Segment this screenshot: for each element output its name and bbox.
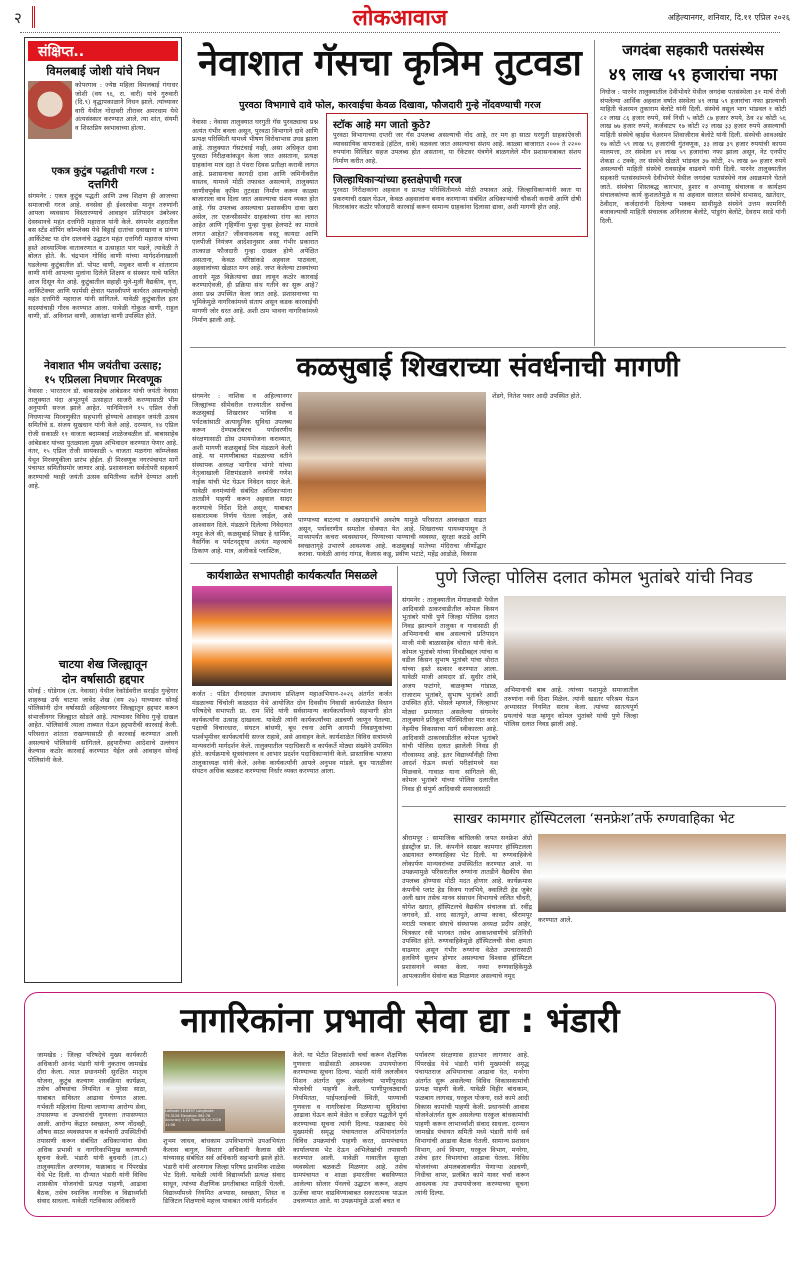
section-rule bbox=[190, 563, 786, 564]
sidebar-headline-line2: दत्तगिरी bbox=[88, 178, 118, 191]
bottom-body-col6 bbox=[655, 1051, 765, 1209]
bottom-photo bbox=[163, 1051, 285, 1133]
lead-body-col2 bbox=[326, 242, 452, 340]
page-number: २ bbox=[14, 9, 22, 27]
pune-body-col3 bbox=[646, 686, 786, 800]
kalsubai-caption: पाण्याच्या बाटल्या व अन्नपदार्थांचे अवशेष यामुळे परिसरात अस्वच्छता वाढत असून, पर्यावरणीय समतोल धोक्यात येत आहे. शिखराच्या पायथ्यापासून ते माथ्यापर्यंत कचरा व्यवस्थापन, पिण्याच्या पाण्याची व्यवस्था, सुरक्षा कठडे आणि स्वच्छतागृहे उभारणे आवश्यक आहे. कळसुबाई मातेच्या मंदिराचा जीर्णोद्धार करावा. यावेळी आनंद गांगड, कैलास कडू, प्रवीण भटाटे, महेंद्र आडोळे, विकास bbox=[298, 516, 486, 559]
lead-box-title: जिल्हाधिकाऱ्यांच्या हस्तक्षेपाची गरज bbox=[333, 175, 462, 186]
sidebar-headline-line2: दोन वर्षासाठी हद्दपार bbox=[61, 673, 145, 686]
photo-geotag: Latitude 18.6497 Longitude 75.3126 Elevation 562.78 Accuracy 1.72 Time 08-04-2026 11:06 bbox=[165, 1109, 225, 1131]
pune-photo bbox=[504, 596, 786, 680]
ambulance-headline: साखर कामगार हॉस्पिटलला ‘सनफ्रेश’तर्फे रुग्णवाहिका भेट bbox=[453, 811, 735, 827]
section-rule bbox=[402, 806, 786, 807]
lead-box-body: पुरवठा निरीक्षकांना अहवाल व प्रत्यक्ष परिस्थितीमध्ये मोठी तफावत आहे. जिल्हाधिकाऱ्यांनी स्वतः या प्रकरणाची दखल घेऊन, केवळ अहवालांना बनाव करणाऱ्या संबंधित अधिकाऱ्यांची चौकशी करावी आणि दोषी वितरकांवर कठोर फौजदारी कारवाई करून सामान्य ग्राहकांना दिलासा द्यावा, अशी मागणी होत आहे. bbox=[333, 186, 581, 212]
dateline: अहिल्यानगर, शनिवार, दि.११ एप्रिल २०२६ bbox=[667, 13, 790, 22]
sidebar-body: सोनई : घोडेगाव (ता. नेवासा) येथील रेकॉर्डवरील सराईत गुन्हेगार शाहरुख उर्फ चाटया जावेद शेख (वय २७) याच्यावर सोनई पोलिसांनी दोन वर्षासाठी अहिल्यानगर जिल्ह्यातून हद्दपार करून संभाजीनगर जिल्ह्यात सोडले आहे. त्याच्यावर विविध गुन्हे दाखल आहेत. पोलिसांनी त्याला ताब्यात घेऊन हद्दपारीची कारवाई केली. परिसरात शांतता राखण्यासाठी ही कारवाई करण्यात आली असल्याचे पोलिसांनी सांगितले. हद्दपारीच्या आदेशाचे उल्लंघन केल्यास कठोर कारवाई करण्यात येईल असे आवाहन सोनई पोलिसांनी केले. bbox=[28, 687, 178, 764]
newspaper-title: लोकआवाज bbox=[352, 6, 448, 31]
bottom-body-col1: जामखेड : जिल्हा परिषदेचे मुख्य कार्यकारी अधिकारी आनंद भंडारी यांनी नुकताच जामखेड दौरा केला. त्यात प्रधानमंत्री सुरक्षित मातृत्व योजना, कुटुंब कल्याण शस्त्रक्रिया कार्यक्रम, तसेच औषधांचा नियमित व पुरेसा साठा, याबाबत सविस्तर आढावा घेण्यात आला. गर्भवती महिलांना दिल्या जाणाऱ्या आरोग्य सेवा, तपासण्या व उपचारांची गुणवत्ता तपासण्यात आली. आरोग्य केंद्रात स्वच्छता, रुग्ण नोंदवही, औषध साठा व्यवस्थापन व कर्मचारी उपस्थितीची तपासणी करून संबंधित अधिकाऱ्यांना सेवा अधिक प्रभावी व नागरिकाभिमुख करण्याची सूचना केली. भंडारी यांनी बुधवारी (ता.८) तालुक्यातील अरणगाव, फक्राबाद व पिंपरखेड येथे भेट दिली. या दौऱ्यात भंडारी यांनी विविध शासकीय योजनांची प्रत्यक्ष पाहणी, आढावा बैठक, तसेच स्थानिक नागरिक व विद्यार्थ्यांशी संवाद साधला. यावेळी गटविकास अधिकारी bbox=[37, 1051, 147, 1206]
lead-body-col3 bbox=[460, 242, 588, 340]
lead-subheadline: पुरवठा विभागाचे दावे फोल, कारवाईचा केवळ दिखावा, फौजदारी गुन्हे नोंदवण्याची गरज bbox=[239, 100, 541, 111]
bottom-body-col4: पर्यावरण संरक्षणास हातभार लागणार आहे. पिंपरखेड येथे भंडारी यांनी मुख्यमंत्री समृद्ध पंचायतराज अभियानाचा आढावा घेत, मनरेगा अंतर्गत सुरू असलेल्या विविध विकासकामांची प्रत्यक्ष पाहणी केली. यावेळी विहीर बांधकाम, फळबाग लागवड, घरकुल योजना, रस्ते कामे आदी विकास कामांची पाहणी केली. प्रधानमंत्री आवास योजनेअंतर्गत सुरू असलेल्या घरकुल बांधकामांची पाहणी करून लाभार्थ्यांशी संवाद साधला. दरम्यान जामखेड पंचायत समिती मध्ये भंडारी यांनी सर्व विभागांची आढावा बैठक घेतली. सामान्य प्रशासन विभाग, अर्थ विभाग, घरकुल विभाग, मनरेगा, तसेच इतर विभागांचा आढावा घेतला. विविध योजनांच्या अंमलबजावणीत येणाऱ्या अडचणी, निधीचा वापर, प्रलंबित कामे यावर चर्चा करून आवश्यक त्या उपाययोजना करण्याच्या सूचना त्यांनी दिल्या. bbox=[415, 1051, 529, 1197]
right-headline-line2: ४९ लाख ५९ हजारांचा नफा bbox=[608, 65, 778, 85]
kalsubai-photo bbox=[298, 392, 486, 512]
pune-body-col1: संगमनेर : तालुक्यातील मेंगाळवाडी येथील आदिवासी ठाकरवाडीतील कोमल किसन भुतांबरे यांची पुणे जिल्हा पोलिस दलात निवड झाल्याने तालुका व गावासाठी ही अभिमानाची बाब असल्याचे प्रतिपादन माजी मंत्री बाळासाहेब थोरात यांनी केले. कोमल भुतांबरे यांच्या निवडीबद्दल त्यांचा व वडील किसन सुभाष भुतांबरे यांचा थोरात यांच्या हस्ते सत्कार करण्यात आला. यावेळी माजी आमदार डॉ. सुधीर तांबे, अजय फटांगरे, बाळकृष्ण गांडाळ, राजाराम भुतांबरे, सुभाष भुतांबरे आदी उपस्थित होते. भोसले म्हणाले, जिल्हाभर मोठ्या प्रमाणात असलेल्या संगमनेर तालुक्याने प्रतिकूल परिस्थितीवर मात करत नेहमीच विकासाचा मार्ग स्वीकारला आहे. आदिवासी ठाकरवाडीतील कोमल भुतांबरे यांची पोलिस दलात झालेली निवड ही गौरवास्पद आहे. इतर विद्यार्थ्यांनीही तिचा आदर्श घेऊन स्पर्धा परीक्षांमध्ये यश मिळवावे. गावाळ याना सांगितले की, कोमल भुतांबरे यांच्या पोलिस दलातील निवड ही संपूर्ण आदिवासी समाजासाठी bbox=[402, 596, 498, 794]
right-body: निघोज : पारनेर तालुक्यातील देवीभोयरे येथील जगदंबा पतसंस्थेला ३१ मार्च रोजी संपलेल्या आर्थिक अहवाल वर्षात संस्थेला ४९ लाख ५९ हजारांचा नफा झाल्याची माहिती चेअरमन तुकाराम बेलोटे यांनी दिली. संस्थेचे वसूल भाग भांडवल १ कोटी ८२ लाख ८६ हजार रुपये, सर्व निधी ५ कोटी ८७ हजार रुपये, ठेव २४ कोटी ५६ लाख ७७ हजार रुपये, कर्जवाटप १७ कोटी २३ लाख ३३ हजार रुपये असल्याची माहिती संस्थेचे व्हाईस चेअरमन शिवाजीराव बेलोटे यांनी दिली. संस्थेची आवअखेर १७ कोटी ५९ लाख ९६ हजारांची गुंतवणूक, ३३ लाख ३९ हजार रुपयांची कायम मालमत्ता, तर संस्थेला ४९ लाख ५९ हजारांचा नफा झाला असून, नेट एनपीए शेकडा ८ टक्के, तर संस्थेचे खेळते भांडवल ३७ कोटी, २५ लाख ७० हजार रुपये असल्याची माहिती संस्थेचे रावसाहेब वाढवणे यांनी दिली. पारनेर तालुक्यातील सहकारी पतसंस्थांमध्ये देवीभोयरे येथील जगदंबा पतसंस्थेचे नाव अग्रक्रमाने घेतले जाते. संस्थेचा शिस्तबद्ध कारभार, हुशार व अभ्यासू संचालक व कार्यक्षम संचालकांच्या कार्य कुशलतेमुळे व या अहवाल सालात संस्थेचे सभासद, खातेदार, ठेवीदार, कर्जदारांनी दिलेल्या भक्कम साथीमुळे संस्थेने उत्तम कामगिरी बजावल्याची माहिती संचालक अनिलराव बेलोटे, पांडुरंग बेलोटे, देवराम सरडे यांनी दिली. bbox=[600, 88, 786, 225]
kalsubai-body-col1: संगमनेर : नाशिक व अहिल्यानगर जिल्ह्यांच्या सीमेवरील राज्यातील सर्वोच्च कळसुबाई शिखरावर भाविक व पर्यटकांसाठी अत्याधुनिक सुविधा उपलब्ध करून देण्याबरोबरच पर्यावरणीय संरक्षणासाठी ठोस उपाययोजना कराव्यात, अशी मागणी कळसुबाई मित्र मंडळाने केली आहे. या मागणीबाबत मंडळाच्या वतीने संस्थापक अध्यक्ष भागीरथ भांगरे यांच्या नेतृत्वाखाली शिष्टमंडळाने वनमंत्री गणेश नाईक यांची भेट घेऊन निवेदन सादर केले. यावेळी वनमंत्र्यांनी संबंधित अधिकाऱ्यांना तातडीने पाहणी करून अहवाल सादर करण्याचे निर्देश दिले असून, याबाबत सकारात्मक निर्णय घेतला जाईल, असे आश्वासन दिले. मंडळाने दिलेल्या निवेदनात नमूद केले की, कळसुबाई शिखर हे धार्मिक, नैसर्गिक व पर्यटनदृष्ट्या अत्यंत महत्त्वाचे ठिकाण आहे. मात्र, अलीकडे प्लास्टिक, bbox=[192, 392, 292, 555]
kalsubai-body-col3: शेंडगे, नितेश पवार आदी उपस्थित होते. bbox=[492, 392, 582, 400]
bottom-story-frame bbox=[24, 992, 776, 1217]
section-rule bbox=[190, 347, 786, 348]
masthead bbox=[0, 0, 800, 32]
right-headline: जगदंबा सहकारी पतसंस्थेस bbox=[622, 43, 764, 59]
column-rule bbox=[594, 40, 595, 346]
lead-box-divider bbox=[333, 168, 581, 169]
lead-box bbox=[326, 113, 588, 237]
workshop-photo bbox=[192, 586, 392, 686]
bottom-body-col2: शुभम जाधव, बांधकाम उपविभागाचे उपअभियंता कैलास बागुल, विस्तार अधिकारी कैलास खैरे यांच्यासह संबंधित सर्व अधिकारी सहभागी झाले होते. भंडारी यांनी अरणगाव जिल्हा परिषद प्राथमिक शाळेस भेट दिली. यावेळी त्यांनी विद्यार्थ्यांशी प्रत्यक्ष संवाद साधून, त्यांच्या शैक्षणिक प्रगतीबाबत माहिती घेतली. विद्यार्थ्यांमध्ये नियमित अभ्यास, स्वच्छता, शिस्त व डिजिटल शिक्षणाचे महत्त्व यावाबत त्यांनी मार्गदर्शन bbox=[163, 1137, 285, 1206]
lead-box-title: स्टॉक आहे मग जातो कुठे? bbox=[333, 120, 431, 131]
sidebar-body: नेवासा : भारतरत्न डॉ. बाबासाहेब आंबेडकर यांची जयंती नेवासा तालुक्यात यंदा अभूतपूर्व उत्साहात साजरी करण्यासाठी भीम अनुयायी सज्ज झाले आहेत. यानिमित्ताने १५ एप्रिल रोजी निघणाऱ्या मिरवणुकीत सहभागी होण्याचे आवाहन जयंती उत्सव समितीचे ड. संजय सुखधान यांनी केले आहे. दरम्यान, १४ एप्रिल रोजी सकाळी ११ वाजता बदामबाई शाळेजवळील डॉ. बाबासाहेब आंबेडकर यांच्या पुतळ्याला मुख्य अभिवादन करण्यात येणार आहे. नंतर, १५ एप्रिल रोजी सायंकाळी ५ वाजता मळगंगा कॉम्प्लेक्स येथून मिरवणुकीला प्रारंभ होईल. ही मिरवणूक नगरपंचायत मार्गे पंचायत समितीसमोर जाणार आहे. प्रशासनाला सर्वतोपरी सहकार्य करण्याची ग्वाही जयंती उत्सव समितीच्या वतीने देण्यात आली आहे. bbox=[28, 387, 178, 490]
ambulance-photo bbox=[538, 834, 786, 912]
lead-body-col1: नेवासा : नेवासा तालुक्यात घरगुती गॅस पुरवठ्याचा प्रश्न अत्यंत गंभीर बनला असून, पुरवठा विभागाने दावे आणि प्रत्यक्ष परिस्थिती यामध्ये भीषण विरोधाभास उघड झाला आहे. तालुक्यात गॅसटंचाई नाही, असा अधिकृत दावा पुरवठा निरीक्षकांकडून केला जात असताना, प्रत्यक्ष ग्राहकांना मात्र दहा ते पंधरा दिवस प्रतीक्षा करावी लागत आहे. प्रशासनाचा कागदी दावा आणि जमिनीवरील वास्तव, यामध्ये मोठी तफावत असल्याने, तालुक्यात जाणीवपूर्वक कृत्रिम तुटवडा निर्माण करून काळ्या बाजाराला वाव दिला जात असल्याचा संशय व्यक्त होत आहे. गॅस उपलब्ध असल्याचा प्रशासकीय दावा खरा असेल, तर एजन्सीसमोर ग्राहकांच्या रांगा का लागत आहेत आणि गृहिणींना पुन्हा पुन्हा हेलपाटे का मारावे लागत आहेत? जीवनावश्यक वस्तू कायदा आणि एलपीजी नियंत्रण आदेशानुसार असा गंभीर प्रकारात तात्काळ फौजदारी गुन्हा दाखल होणे अपेक्षित असताना, केवळ वरिष्ठांकडे अहवाल पाठवला, अहवालांच्या खेळात मग्न आहे. जप्त केलेल्या टाक्यांच्या आधारे मूळ विक्रेत्याचा छडा लावून कठोर कारवाई करण्याऐवजी, ही प्रक्रिया संथ गतीने का सुरू आहे? असा प्रश्न उपस्थित केला जात आहे. प्रशासनाच्या या भूमिकेमुळे नागरिकांमध्ये संताप असून कडक कारवाईची मागणी जोर धरत आहे. अशी ठाम भावना नागरिकांमध्ये निर्माण झाली आहे. bbox=[192, 118, 318, 324]
lead-headline: नेवाशात गॅसचा कृत्रिम तुटवडा bbox=[198, 43, 582, 84]
sidebar-body: संगमनेर : एकत्र कुटुंब पद्धती आणि उच्च शिक्षण ही आजच्या समाजाची गरज आहे. वनसेवा ही ईश्वरसेवा मानून तरुणांनी आपला व्यवसाय विस्तारण्याचे आवाहन प्रतिपादन उंबरेश्वर देवस्थानचे महंत दत्तगिरी महाराज यांनी केले. संगमनेर शहरातील बस स्टँड शॉपिंग कॉम्प्लेक्स येथे बिठ्ठाई दातांचा दवाखाना व प्रांगण आर्किटेक्ट या दोन दालनांचे उद्घाटन महंत दत्तगिरी महाराज यांच्या हस्ते आध्यात्मिक वातावरणात व उत्साहात पार पडले, त्यावेळी ते बोलत होते. कै. चंद्रभान गोविंद वाणी यांच्या मार्गदर्शनाखाली घडलेल्या कुटुंबातील डॉ. पोपट वाणी, मधुकर वाणी व शांताराम वाणी यांनी आपल्या मुलांना दिलेले शिक्षण व संस्कार याचे फलित आज दिसून येत आहे. कुटुंबातील सहाही मुले-मुली वैद्यकीय, वृत्त, आर्किटेक्चर आणि फार्मसी क्षेत्रात यशस्वीपणे कार्यरत असल्याचेही महंत दत्तगिरी महाराज यांनी सांगितले. यावेळी कुटुंबातील इतर सदस्यांचाही गौरव करण्यात आला. यावेळी गोकुळ वाणी, राहुल वाणी, डॉ. अविनाश वाणी, आकांक्षा वाणी उपस्थित होते. bbox=[28, 192, 178, 321]
bottom-body-col3: केले. या भेटीत शिक्षकांशी चर्चा करून शैक्षणिक गुणवत्ता वाढीसाठी आवश्यक उपाययोजना करण्याच्या सूचना दिल्या. भंडारी यांनी जलजीवन मिशन अंतर्गत सुरू असलेल्या पाणीपुरवठा योजनेची पाहणी केली. पाणीपुरवठ्याची नियमितता, पाईपलाईनची स्थिती, पाण्याची गुणवत्ता व नागरिकांना मिळणाऱ्या सुविधांचा आढावा घेऊन कामे वेळेत व दर्जेदार पद्धतीने पूर्ण करण्याच्या सूचना त्यांनी दिल्या. फक्राबाद येथे मुख्यमंत्री समृद्ध पंचायतराज अभियानांतर्गत विविध उपक्रमांची पाहणी करत, ग्रामपंचायत कार्यालयास भेट देऊन अभिलेखांची तपासणी करण्यात आली. यावेळी गावातील सुरक्षा व्यवस्थेला बळकटी मिळणार आहे. तसेच ग्रामपंचायत व शाळा इमारतीवर बसविण्यात आलेल्या सोलार पॅनलचे उद्घाटन करून, अक्षय ऊर्जेचा वापर वाढविण्याबाबत सकारात्मक पाऊल उचलण्यात आले. या उपक्रमांमुळे ऊर्जा बचत व bbox=[293, 1051, 407, 1206]
sidebar-headline: विमलबाई जोशी यांचे निधन bbox=[46, 64, 160, 78]
kalsubai-body-col4 bbox=[594, 392, 688, 560]
sidebar-body: कोपरगाव : ज्येष्ठ महिला विमलबाई गंगाधर जोशी (वय ९६, रा. वारी) यांचे गुरुवारी (दि.९) वृद्धापकाळाने निधन झाले. त्यांच्यावर वारी येथील गोदावरी तीरावर अमरधाम येथे अंत्यसंस्कार करण्यात आले. त्या शांत, संयमी व शिस्तप्रिय स्वभावाच्या होत्या. bbox=[75, 81, 178, 132]
column-rule bbox=[397, 566, 398, 986]
pune-body-col2: अभिमानाची बाब आहे. त्यांच्या यशामुळे समाजातील तरुणांना नवी दिशा मिळेल. त्यांनी खडतर परिश्रम घेऊन अभ्यासात नियमित सराव केला. त्यांच्या सातत्यपूर्ण प्रयत्नांचे फळ म्हणून कोमल भुतांबरे यांची पुणे जिल्हा पोलिस दलात निवड झाली आहे. bbox=[504, 686, 638, 729]
pune-headline: पुणे जिल्हा पोलिस दलात कोमल भुतांबरे यांची निवड bbox=[435, 568, 753, 588]
sidebar-headline-line2: १५ एप्रिलला निघणार मिरवणूक bbox=[44, 374, 162, 386]
workshop-body: कर्जत : पंडित दीनदयाल उपाध्याय प्रशिक्षण महाअभियान-२०२६ अंतर्गत कर्जत मंडळाच्या चिंचोली काळदात येथे आयोजित दोन दिवसीय निवासी कार्यशाळेत विधान परिषदेचे सभापती प्रा. राम शिंदे यांनी सर्वसामान्य कार्यकर्त्यांमध्ये सहभागी होत कार्यकर्त्यांना उत्साह दाखवला. यावेळी त्यांनी कार्यकर्त्यांच्या अडचणी जाणून घेतल्या. पक्षाची विचारधारा, संघटन बांधणी, बूथ रचना आणि आगामी निवडणुकांच्या पार्श्वभूमीवर कार्यकर्त्यांनी सज्ज राहावे, असे आवाहन केले. कार्यशाळेत विविध सत्रांमध्ये मान्यवरांनी मार्गदर्शन केले. तालुक्यातील पदाधिकारी व कार्यकर्ते मोठ्या संख्येने उपस्थित होते. कार्यक्रमाचे सूत्रसंचालन व आभार प्रदर्शन पदाधिकाऱ्यांनी केले. प्रास्ताविक भाजपा तालुकाध्यक्ष यांनी केले. अनेक कार्यकर्त्यांनी आपले अनुभव मांडले. बूथ पातळीवर संघटन अधिक बळकट करण्याचा निर्धार व्यक्त करण्यात आला. bbox=[192, 690, 392, 776]
obituary-photo bbox=[28, 81, 72, 139]
kalsubai-headline: कळसुबाई शिखराच्या संवर्धनाची मागणी bbox=[296, 352, 680, 383]
sidebar-headline: एकत्र कुटुंब पद्धतीची गरज : bbox=[51, 166, 155, 177]
ambulance-body-col3 bbox=[664, 916, 786, 984]
lead-box-body: पुरवठा विभागाच्या दप्तरी जर गॅस उपलब्ध असल्याची नोंद आहे, तर मग हा साठा घरगुती ग्राहकांऐवजी व्यावसायिक वापराकडे (हॉटेल, धाबे) वळवला जात असल्याचा संशय आहे. काळ्या बाजारात २००० ते २२०० रुपयांना सिलिंडर सहज उपलब्ध होत असताना, या रॅकेटवर यंत्रणेने बाळगलेले मौन प्रशासनाबाबत संशय निर्माण करीत आहे. bbox=[333, 131, 581, 165]
bottom-headline: नागरिकांना प्रभावी सेवा द्या : भंडारी bbox=[180, 1001, 620, 1041]
workshop-headline: कार्यशाळेत सभापतीही कार्यकर्त्यांत मिसळले bbox=[206, 569, 378, 582]
sidebar-body-cont bbox=[28, 141, 178, 159]
ambulance-body-col1: श्रीरामपूर : सामाजिक बांधिलकी जपत सनफ्रेश ॲग्रो इंडस्ट्रीज प्रा. लि. कंपनीने साखर कामगार हॉस्पिटलला अद्ययावत रुग्णवाहिका भेट दिली. या रुग्णवाहिकेचे लोकार्पण मान्यवरांच्या उपस्थितीत करण्यात आले. या उपक्रमामुळे परिसरातील रुग्णांना तातडीने वैद्यकीय सेवा उपलब्ध होण्यास मोठी मदत होणार आहे. कार्यक्रमास कंपनीचे प्लांट हेड विजय गजभिये, क्वालिटी हेड जुबेर अली खान तसेच मानव संसाधन विभागाचे ललित चौधरी, योगेश खरात, हॉस्पिटलचे वैद्यकीय संचालक डॉ. रवींद्र जगधने, डॉ. शरद सातपुते, आप्पा काका, श्रीरामपूर मराठी पत्रकार संघाचे संस्थापक अध्यक्ष प्रदीप आहेर, चित्रकार रवी भागवत तसेच आकाशवाणीचे प्रतिनिधी उपस्थित होते. रुग्णवाहिकेमुळे हॉस्पिटलची सेवा क्षमता वाढणार असून गंभीर रुग्णांना वेळेत उपचारासाठी हलविणे सुलभ होणार असल्याचा विश्वास हॉस्पिटल प्रशासनाने व्यक्त केला. नव्या रुग्णवाहिकेमुळे आपत्कालीन सेवांना बळ मिळणार असल्याचे नमूद bbox=[402, 834, 532, 980]
sidebar-briefs bbox=[24, 37, 182, 983]
ambulance-body-col2: करण्यात आले. bbox=[538, 916, 573, 924]
kalsubai-body-col5 bbox=[694, 392, 786, 560]
sidebar-headline: नेवाशात भीम जयंतीचा उत्साह; bbox=[44, 360, 162, 372]
page-number-rule bbox=[32, 6, 35, 28]
bottom-body-col5 bbox=[537, 1051, 647, 1209]
masthead-dotted-rule bbox=[20, 32, 780, 33]
sidebar-headline: चाटया शेख जिल्ह्यातून bbox=[58, 658, 148, 671]
sidebar-label: संक्षिप्त.. bbox=[28, 41, 178, 61]
